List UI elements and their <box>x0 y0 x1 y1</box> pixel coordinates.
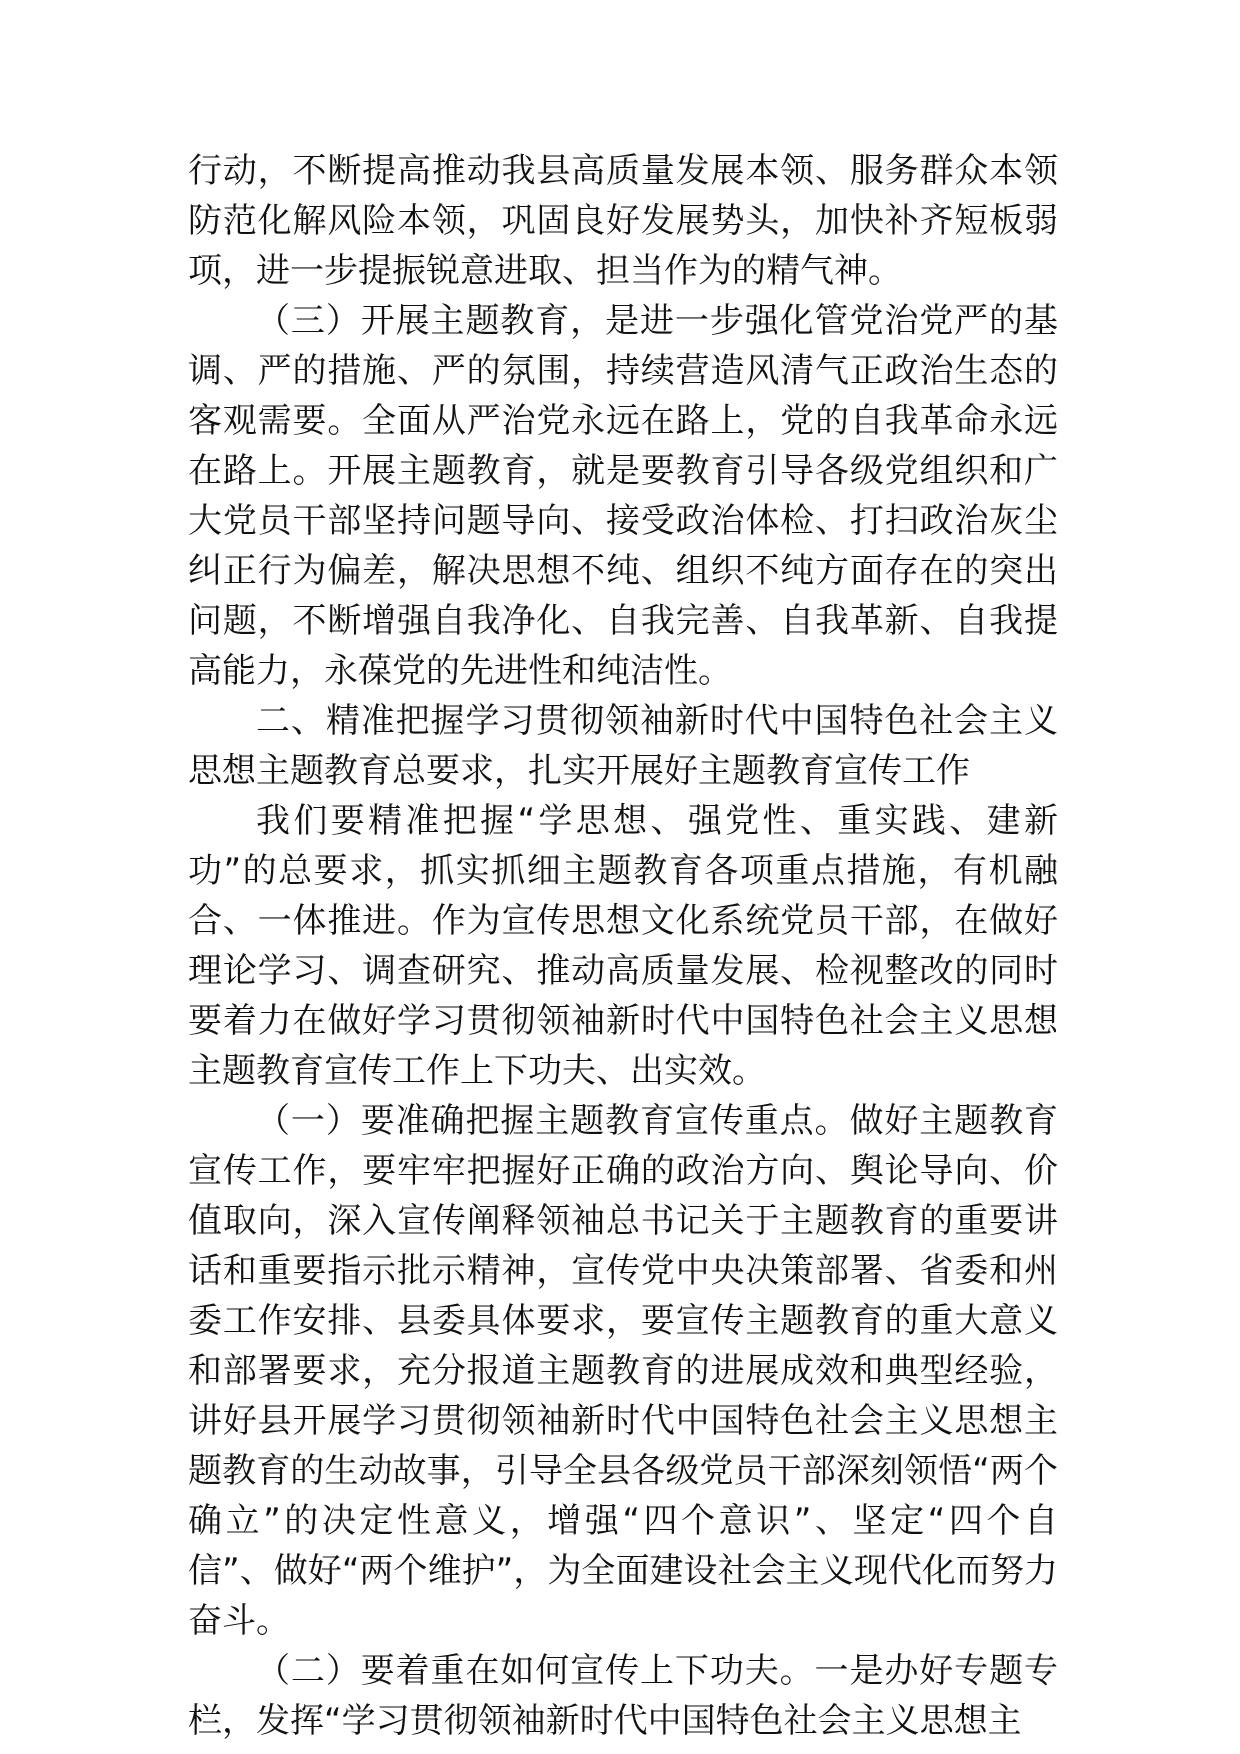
body-paragraph: （三）开展主题教育，是进一步强化管党治党严的基调、严的措施、严的氛围，持续营造风清气正政治生态的客观需要。全面从严治党永远在路上，党的自我革命永远在路上。开展主题教育，就是要教育引导各级党组织和广大党员干部坚持问题导向、接受政治体检、打扫政治灰尘纠正行为偏差，解决思想不纯、组织不纯方面存在的突出问题，不断增强自我净化、自我完善、自我革新、自我提高能力，永葆党的先进性和纯洁性。 <box>188 301 1058 691</box>
body-paragraph: （二）要着重在如何宣传上下功夫。一是办好专题专栏，发挥“学习贯彻领袖新时代中国特色社会主义思想主 <box>188 1651 1058 1741</box>
body-paragraph: 我们要精准把握“学思想、强党性、重实践、建新功”的总要求，抓实抓细主题教育各项重点措施，有机融合、一体推进。作为宣传思想文化系统党员干部，在做好理论学习、调查研究、推动高质量发展、检视整改的同时要着力在做好学习贯彻领袖新时代中国特色社会主义思想主题教育宣传工作上下功夫、出实效。 <box>188 801 1058 1091</box>
section-heading: 二、精准把握学习贯彻领袖新时代中国特色社会主义思想主题教育总要求，扎实开展好主题教育宣传工作 <box>188 701 1058 791</box>
document-page <box>188 146 1058 1746</box>
body-paragraph: （一）要准确把握主题教育宣传重点。做好主题教育宣传工作，要牢牢把握好正确的政治方向、舆论导向、价值取向，深入宣传阐释领袖总书记关于主题教育的重要讲话和重要指示批示精神，宣传党中央决策部署、省委和州委工作安排、县委具体要求，要宣传主题教育的重大意义和部署要求，充分报道主题教育的进展成效和典型经验，讲好县开展学习贯彻领袖新时代中国特色社会主义思想主题教育的生动故事，引导全县各级党员干部深刻领悟“两个确立”的决定性意义，增强“四个意识”、坚定“四个自信”、做好“两个维护”，为全面建设社会主义现代化而努力奋斗。 <box>188 1101 1058 1641</box>
body-paragraph: 行动，不断提高推动我县高质量发展本领、服务群众本领防范化解风险本领，巩固良好发展势头，加快补齐短板弱项，进一步提振锐意进取、担当作为的精气神。 <box>188 151 1058 291</box>
